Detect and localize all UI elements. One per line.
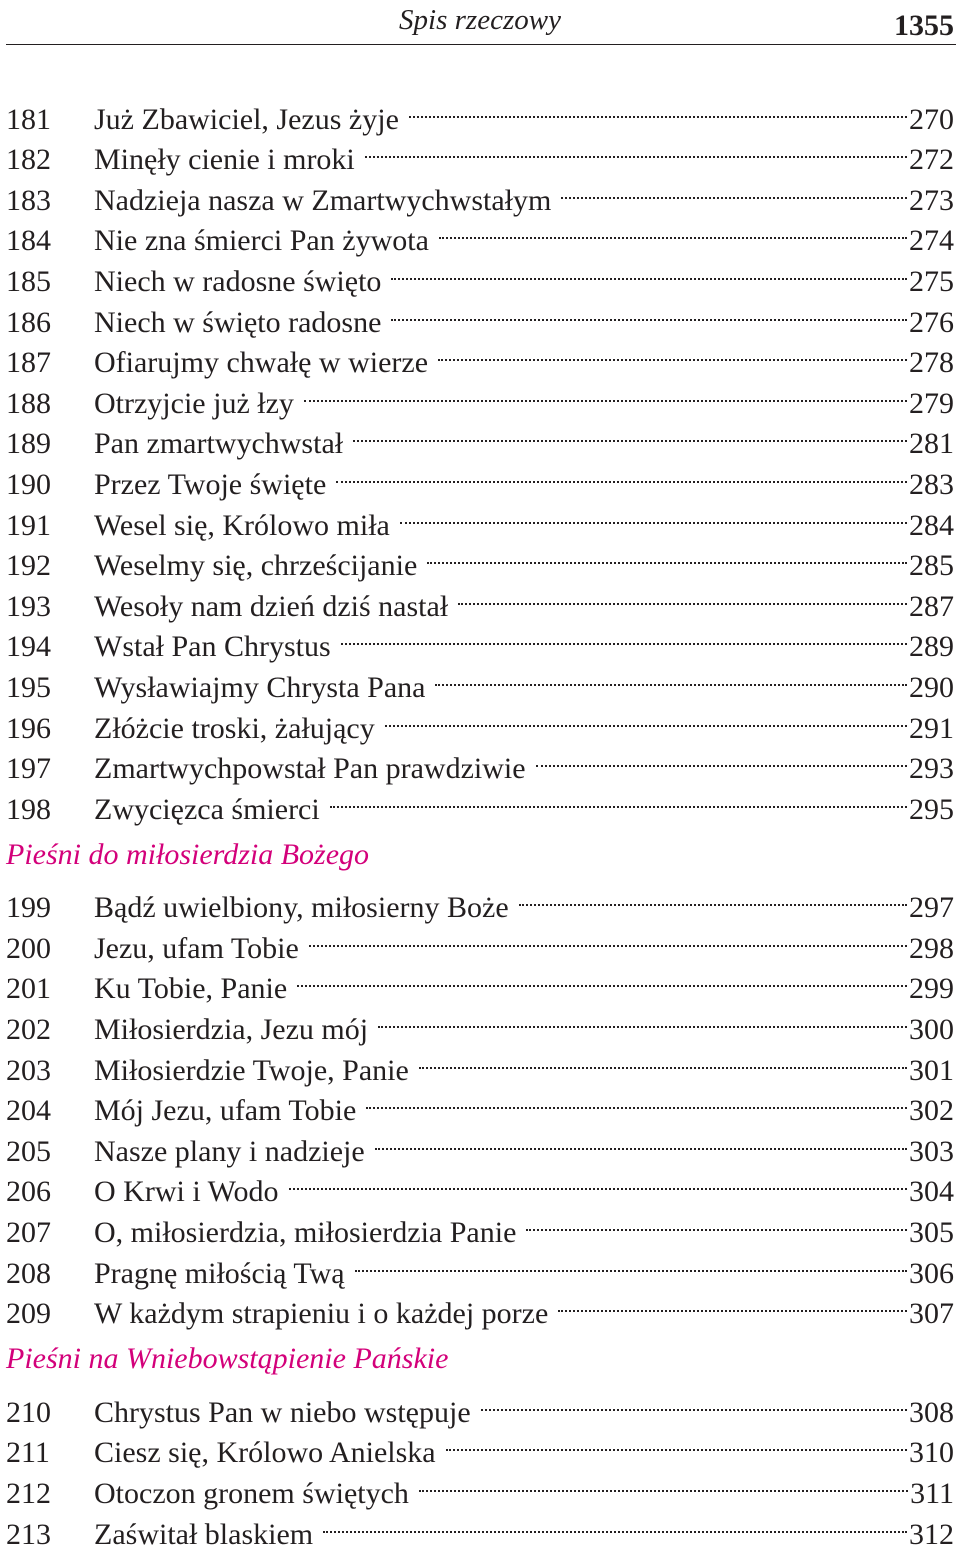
entry-title: O Krwi i Wodo: [94, 1175, 279, 1209]
entry-page: 285: [909, 549, 954, 583]
dot-leader: [400, 494, 907, 535]
toc-entry: [6, 877, 954, 925]
dot-leader: [446, 1422, 907, 1463]
entry-title: Pragnę miłością Twą: [94, 1256, 345, 1290]
entry-number: 190: [6, 467, 51, 501]
dot-leader: [309, 917, 907, 958]
entry-number: 198: [6, 792, 51, 826]
entry-number: 206: [6, 1175, 51, 1209]
entry-title: Zwycięzca śmierci: [94, 792, 320, 826]
entry-number: 204: [6, 1094, 51, 1128]
entry-title: Wesoły nam dzień dziś nastał: [94, 589, 449, 623]
entry-page: 273: [909, 183, 954, 217]
entry-page: 289: [909, 630, 954, 664]
entry-number: 188: [6, 386, 51, 420]
toc-entry: [6, 88, 954, 136]
entry-page: 270: [909, 102, 954, 136]
entry-page: 305: [909, 1216, 954, 1250]
entry-title: Przez Twoje święte: [94, 467, 327, 501]
dot-leader: [438, 332, 907, 373]
entry-number: 183: [6, 183, 51, 217]
entry-number: 203: [6, 1053, 51, 1087]
header-rule: [6, 44, 956, 45]
dot-leader: [519, 877, 907, 918]
entry-title: W każdym strapieniu i o każdej porze: [94, 1297, 549, 1331]
entry-number: 182: [6, 143, 51, 177]
entry-title: Miłosierdzia, Jezu mój: [94, 1013, 369, 1047]
entry-number: 199: [6, 891, 51, 925]
entry-page: 299: [909, 972, 954, 1006]
dot-leader: [304, 372, 907, 413]
header-title: Spis rzeczowy: [399, 4, 561, 36]
entry-page: 295: [909, 792, 954, 826]
toc-entry: [6, 1381, 954, 1429]
entry-number: 208: [6, 1256, 51, 1290]
section-heading: Pieśni na Wniebowstąpienie Pańskie: [6, 1342, 449, 1376]
dot-leader: [409, 88, 907, 129]
entry-title: Pan zmartwychwstał: [94, 427, 344, 461]
entry-title: Nie zna śmierci Pan żywota: [94, 224, 429, 258]
entry-title: Weselmy się, chrześcijanie: [94, 549, 418, 583]
entry-page: 304: [909, 1175, 954, 1209]
entry-number: 209: [6, 1297, 51, 1331]
entry-page: 297: [909, 891, 954, 925]
entry-title: Wstał Pan Chrystus: [94, 630, 331, 664]
entry-page: 274: [909, 224, 954, 258]
entry-number: 210: [6, 1395, 51, 1429]
entry-page: 302: [909, 1094, 954, 1128]
entry-number: 212: [6, 1477, 51, 1510]
entry-number: 184: [6, 224, 51, 258]
dot-leader: [427, 535, 907, 576]
entry-title: O, miłosierdzia, miłosierdzia Panie: [94, 1216, 517, 1250]
dot-leader: [355, 1242, 907, 1283]
entry-number: 192: [6, 549, 51, 583]
dot-leader: [323, 1503, 907, 1544]
dot-leader: [353, 413, 907, 454]
entry-title: Miłosierdzie Twoje, Panie: [94, 1053, 409, 1087]
dot-leader: [297, 958, 907, 999]
entry-page: 291: [909, 711, 954, 745]
entry-number: 207: [6, 1216, 51, 1250]
entry-title: Zaświtał blaskiem: [94, 1517, 314, 1551]
dot-leader: [341, 616, 907, 657]
running-header: [0, 0, 960, 46]
dot-leader: [419, 1039, 907, 1080]
entry-title: Nadzieja nasza w Zmartwychwstałym: [94, 183, 552, 217]
entry-page: 298: [909, 931, 954, 965]
dot-leader: [526, 1201, 907, 1242]
entry-page: 283: [909, 467, 954, 501]
entry-title: Minęły cienie i mroki: [94, 143, 355, 177]
entry-page: 276: [909, 305, 954, 339]
entry-title: Otrzyjcie już łzy: [94, 386, 294, 420]
entry-number: 181: [6, 102, 51, 136]
entry-page: 308: [909, 1395, 954, 1429]
entry-page: 307: [909, 1297, 954, 1331]
dot-leader: [536, 738, 907, 779]
entry-title: Ciesz się, Królowo Anielska: [94, 1436, 436, 1470]
entry-title: Złóżcie troski, żałujący: [94, 711, 375, 745]
entry-title: Już Zbawiciel, Jezus żyje: [94, 102, 399, 136]
dot-leader: [561, 169, 907, 210]
dot-leader: [391, 291, 907, 332]
entry-number: 187: [6, 346, 51, 380]
entry-page: 278: [909, 346, 954, 380]
entry-number: 191: [6, 508, 51, 542]
entry-page: 281: [909, 427, 954, 461]
entry-title: Zmartwychpowstał Pan prawdziwie: [94, 752, 526, 786]
entry-number: 200: [6, 931, 51, 965]
dot-leader: [481, 1381, 907, 1422]
page-number: 1355: [894, 9, 954, 42]
entry-page: 311: [910, 1477, 954, 1510]
entry-number: 201: [6, 972, 51, 1006]
entry-title: Jezu, ufam Tobie: [94, 931, 299, 965]
entry-title: Chrystus Pan w niebo wstępuje: [94, 1395, 471, 1429]
entry-title: Niech w święto radosne: [94, 305, 382, 339]
entry-number: 194: [6, 630, 51, 664]
entry-number: 185: [6, 264, 51, 298]
section-heading: Pieśni do miłosierdzia Bożego: [6, 837, 370, 871]
entry-title: Ofiarujmy chwałę w wierze: [94, 346, 429, 380]
entry-number: 196: [6, 711, 51, 745]
dot-leader: [375, 1120, 907, 1161]
table-of-contents: [6, 88, 954, 1551]
entry-number: 195: [6, 670, 51, 704]
dot-leader: [439, 210, 907, 251]
entry-page: 272: [909, 143, 954, 177]
dot-leader: [458, 575, 907, 616]
entry-page: 306: [909, 1256, 954, 1290]
dot-leader: [366, 1080, 907, 1121]
entry-page: 300: [909, 1013, 954, 1047]
dot-leader: [419, 1462, 908, 1503]
dot-leader: [330, 778, 907, 819]
entry-title: Ku Tobie, Panie: [94, 972, 288, 1006]
entry-number: 193: [6, 589, 51, 623]
entry-title: Wysławiajmy Chrysta Pana: [94, 670, 426, 704]
entry-number: 186: [6, 305, 51, 339]
entry-page: 303: [909, 1134, 954, 1168]
entry-page: 284: [909, 508, 954, 542]
entry-page: 301: [909, 1053, 954, 1087]
dot-leader: [336, 453, 907, 494]
entry-title: Bądź uwielbiony, miłosierny Boże: [94, 891, 509, 925]
entry-page: 310: [909, 1436, 954, 1470]
entry-page: 293: [909, 752, 954, 786]
entry-number: 189: [6, 427, 51, 461]
entry-page: 312: [909, 1517, 954, 1551]
entry-title: Wesel się, Królowo miła: [94, 508, 390, 542]
entry-page: 275: [909, 264, 954, 298]
entry-number: 197: [6, 752, 51, 786]
entry-number: 202: [6, 1013, 51, 1047]
entry-title: Niech w radosne święto: [94, 264, 382, 298]
entry-title: Mój Jezu, ufam Tobie: [94, 1094, 357, 1128]
entry-title: Otoczon gronem świętych: [94, 1477, 409, 1510]
entry-number: 211: [6, 1436, 50, 1470]
dot-leader: [365, 129, 907, 170]
dot-leader: [391, 250, 907, 291]
entry-page: 279: [909, 386, 954, 420]
entry-title: Nasze plany i nadzieje: [94, 1134, 365, 1168]
dot-leader: [289, 1161, 907, 1202]
entry-page: 287: [909, 589, 954, 623]
dot-leader: [558, 1283, 907, 1324]
entry-number: 205: [6, 1134, 51, 1168]
dot-leader: [378, 998, 907, 1039]
dot-leader: [435, 656, 907, 697]
entry-number: 213: [6, 1517, 51, 1551]
entry-page: 290: [909, 670, 954, 704]
dot-leader: [385, 697, 907, 738]
